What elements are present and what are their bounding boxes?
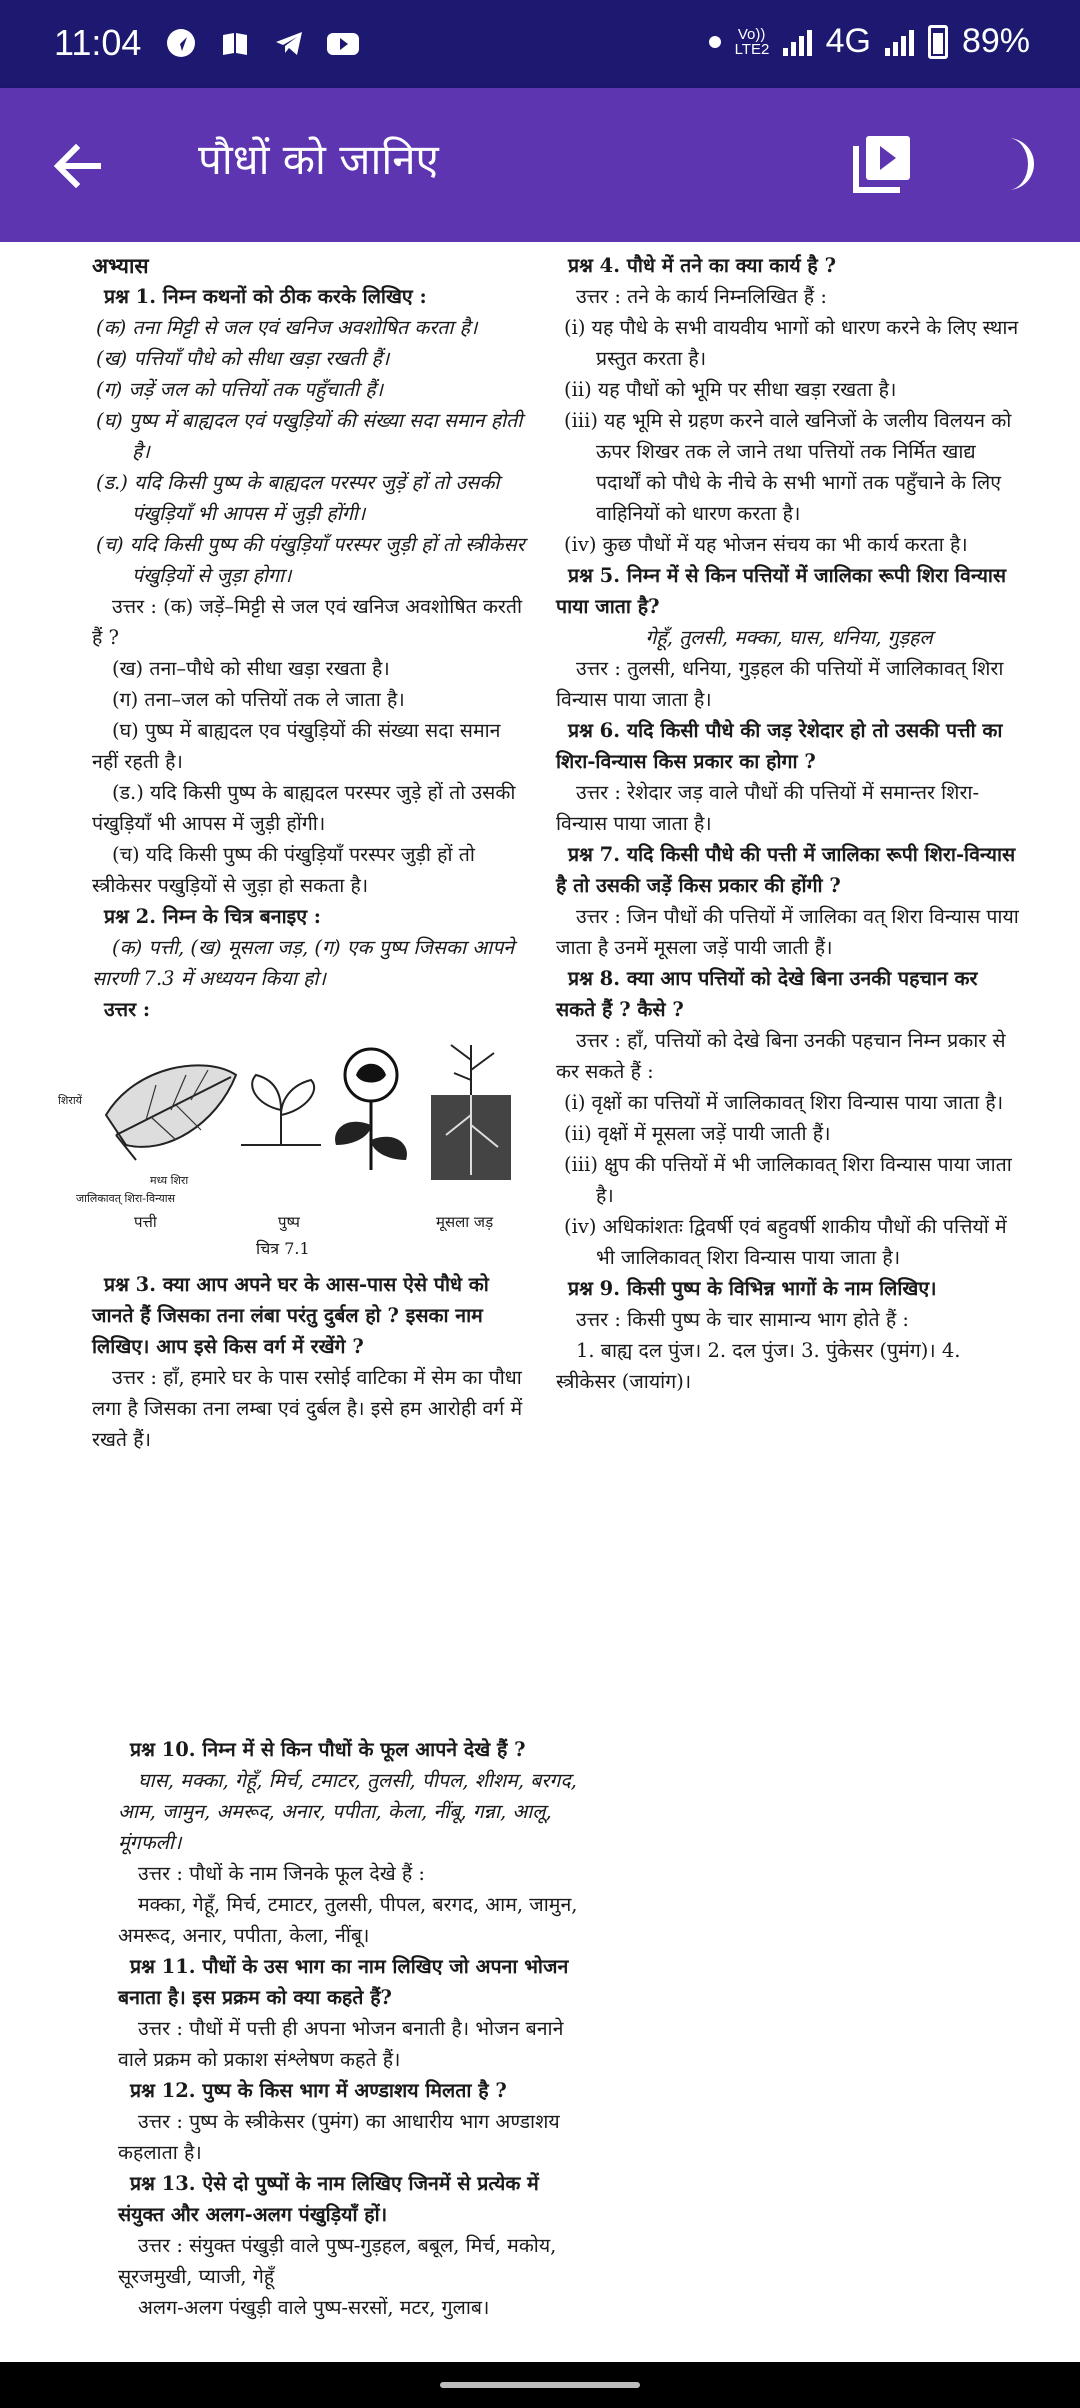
answer-1-item: (ख) तना–पौधे को सीधा खड़ा रखता है। (112, 657, 390, 680)
q1-item: (ड.) यदि किसी पुष्प के बाह्यदल परस्पर जुड़ें हों तो उसकी पंखुड़ियाँ भी आपस में जुड़ी होंगी। (96, 471, 500, 525)
moon-icon (988, 134, 1044, 194)
notification-dot-icon (709, 36, 721, 48)
question-1: प्रश्न 1. निम्न कथनों को ठीक करके लिखिए : (104, 285, 427, 308)
volte-indicator: Vo)) LTE2 (734, 25, 770, 58)
answer-8-intro: उत्तर : हाँ, पत्तियों को देखे बिना उनकी पहचान निम्न प्रकार से कर सकते हैं : (556, 1029, 1006, 1083)
caption-flower: पुष्प (278, 1213, 300, 1231)
answer-7: उत्तर : जिन पौधों की पत्तियों में जालिका वत् शिरा विन्यास पाया जाता है उनमें मूसला जड़ें पायी जाती हैं। (556, 905, 1019, 959)
answer-11: उत्तर : पौधों में पत्ती ही अपना भोजन बनाती है। भोजन बनाने वाले प्रक्रम को प्रकाश संश्लेषण कहते हैं। (118, 2017, 564, 2071)
answer-4-item: (ii) यह पौधों को भूमि पर सीधा खड़ा रखता है। (564, 378, 897, 401)
book-icon (218, 26, 252, 60)
answer-8-item: (iv) अधिकांशतः द्विवर्षी एवं बहुवर्षी शाकीय पौधों की पत्तियों में भी जालिकावत् शिरा विन्यास पाया जाता है। (564, 1215, 1007, 1269)
answer-4-item: (i) यह पौधे के सभी वायवीय भागों को धारण करने के लिए स्थान प्रस्तुत करता है। (564, 316, 1019, 370)
question-13: प्रश्न 13. ऐसे दो पुष्पों के नाम लिखिए जिनमें से प्रत्येक में संयुक्त और अलग-अलग पंखुड़ियाँ हों। (118, 2172, 539, 2226)
answer-5: उत्तर : तुलसी, धनिया, गुड़हल की पत्तियों में जालिकावत् शिरा विन्यास पाया जाता है। (556, 657, 1004, 711)
answer-8-item: (i) वृक्षों का पत्तियों में जालिकावत् शिरा विन्यास पाया जाता है। (564, 1091, 1004, 1114)
youtube-icon (326, 26, 360, 60)
question-9: प्रश्न 9. किसी पुष्प के विभिन्न भागों के नाम लिखिए। (568, 1277, 937, 1300)
answer-4-intro: उत्तर : तने के कार्य निम्नलिखित हैं : (576, 285, 827, 308)
question-6: प्रश्न 6. यदि किसी पौधे की जड़ रेशेदार हो तो उसकी पत्ती का शिरा-विन्यास किस प्रकार का होगा ? (556, 719, 1003, 773)
answer-13-separate: अलग-अलग पंखुड़ी वाले पुष्प-सरसों, मटर, गुलाब। (138, 2296, 490, 2319)
answer-1-item: (च) यदि किसी पुष्प की पंखुड़ियाँ परस्पर जुड़ी हों तो स्त्रीकेसर पखुड़ियों से जुड़ा हो सकता है। (92, 843, 475, 897)
q1-item: (ग) जड़ें जल को पत्तियों तक पहुँचाती हैं। (96, 378, 384, 401)
q1-item: (क) तना मिट्टी से जल एवं खनिज अवशोषित करता है। (96, 316, 478, 339)
status-bar (0, 0, 1080, 88)
home-gesture-handle[interactable] (440, 2382, 640, 2388)
question-10-list: घास, मक्का, गेहूँ, मिर्च, टमाटर, तुलसी, पीपल, शीशम, बरगद, आम, जामुन, अमरूद, अनार, पपीता, केला, नींबू, गन्ना, आलू, मूंगफली। (118, 1769, 577, 1854)
answer-12: उत्तर : पुष्प के स्त्रीकेसर (पुमंग) का आधारीय भाग अण्डाशय कहलाता है। (118, 2110, 560, 2164)
answer-6: उत्तर : रेशेदार जड़ वाले पौधों की पत्तियों में समान्तर शिरा-विन्यास पाया जाता है। (556, 781, 980, 835)
left-column (58, 250, 526, 1455)
caption-taproot: मूसला जड़ (436, 1213, 494, 1231)
textbook-page (0, 242, 1080, 2362)
page-title: पौधों को जानिए (198, 135, 439, 184)
answer-1-item: (ग) तना–जल को पत्तियों तक ले जाता है। (112, 688, 405, 711)
question-4: प्रश्न 4. पौधे में तने का क्या कार्य है ? (568, 254, 836, 277)
question-5: प्रश्न 5. निम्न में से किन पत्तियों में जालिका रूपी शिरा विन्यास पाया जाता है? (556, 564, 1007, 618)
figure-7-1 (58, 1035, 536, 1265)
bottom-column (118, 1734, 578, 2323)
right-column (556, 250, 1022, 1397)
app-bar (0, 88, 1080, 242)
taproot-drawing (426, 1035, 516, 1185)
caption-leaf: पत्ती (134, 1213, 157, 1231)
status-right (709, 22, 1030, 61)
q1-item: (ख) पत्तियाँ पौधे को सीधा खड़ा रखती हैं। (96, 347, 390, 370)
navigation-bar (0, 2362, 1080, 2408)
answer-3: उत्तर : हाँ, हमारे घर के पास रसोई वाटिका में सेम का पौधा लगा है जिसका तना लम्बा एवं दुर्बल है। इसे हम आरोही वर्ग में रखते हैं। (92, 1366, 523, 1451)
q1-item: (च) यदि किसी पुष्प की पंखुड़ियाँ परस्पर जुड़ी हों तो स्त्रीकेसर पंखुड़ियों से जुड़ा होगा। (96, 533, 525, 587)
battery-icon (928, 25, 948, 59)
seedling-drawing (236, 1065, 326, 1155)
arrow-back-icon (48, 138, 108, 194)
answer-10-list: मक्का, गेहूँ, मिर्च, टमाटर, तुलसी, पीपल, बरगद, आम, जामुन, अमरूद, अनार, पपीता, केला, नींबू। (118, 1893, 578, 1947)
question-7: प्रश्न 7. यदि किसी पौधे की पत्ती में जालिका रूपी शिरा-विन्यास है तो उसकी जड़ें किस प्रकार की होंगी ? (556, 843, 1016, 897)
network-type: 4G (825, 22, 871, 60)
q1-item: (घ) पुष्प में बाह्यदल एवं पखुड़ियों की संख्या सदा समान होती है। (96, 409, 523, 463)
question-12: प्रश्न 12. पुष्प के किस भाग में अण्डाशय मिलता है ? (130, 2079, 507, 2102)
question-3: प्रश्न 3. क्या आप अपने घर के आस-पास ऐसे पौधे को जानते हैं जिसका तना लंबा परंतु दुर्बल हो ? इसका नाम लिखिए। आप इसे किस वर्ग में रखेंगे ? (92, 1273, 489, 1358)
answer-1: उत्तर : (क) जड़ें–मिट्टी से जल एवं खनिज अवशोषित करती हैं ? (92, 595, 523, 649)
signal-icon (783, 28, 812, 56)
question-11: प्रश्न 11. पौधों के उस भाग का नाम लिखिए जो अपना भोजन बनाता है। इस प्रक्रम को क्या कहते हैं? (118, 1955, 569, 2009)
status-time: 11:04 (54, 22, 142, 63)
question-2: प्रश्न 2. निम्न के चित्र बनाइए : (104, 905, 321, 928)
battery-level: 89% (961, 22, 1030, 60)
label-madhya-shira: मध्य शिरा (150, 1174, 189, 1187)
question-10: प्रश्न 10. निम्न में से किन पौधों के फूल आपने देखे हैं ? (130, 1738, 526, 1761)
navigation-icon (164, 26, 198, 60)
answer-9-intro: उत्तर : किसी पुष्प के चार सामान्य भाग होते हैं : (576, 1308, 909, 1331)
answer-8-item: (ii) वृक्षों में मूसला जड़ें पायी जाती हैं। (564, 1122, 831, 1145)
answer-10-intro: उत्तर : पौधों के नाम जिनके फूल देखे हैं : (138, 1862, 425, 1885)
video-library-icon (852, 132, 914, 194)
question-8: प्रश्न 8. क्या आप पत्तियों को देखे बिना उनकी पहचान कर सकते हैं ? कैसे ? (556, 967, 978, 1021)
answer-8-item: (iii) क्षुप की पत्तियों में भी जालिकावत् शिरा विन्यास पाया जाता है। (564, 1153, 1012, 1207)
video-library-button[interactable] (852, 132, 914, 194)
label-shirayen: शिरायें (58, 1094, 83, 1107)
back-button[interactable] (48, 138, 108, 194)
answer-2-label: उत्तर : (104, 998, 151, 1021)
dark-mode-button[interactable] (988, 134, 1044, 194)
answer-13-joined: उत्तर : संयुक्त पंखुड़ी वाले पुष्प-गुड़हल, बबूल, मिर्च, मकोय, सूरजमुखी, प्याजी, गेहूँ (118, 2234, 557, 2288)
answer-4-item: (iii) यह भूमि से ग्रहण करने वाले खनिजों के जलीय विलयन को ऊपर शिखर तक ले जाने तथा पत्तियों तक निर्मित खाद्य पदार्थों को पौधे के नीचे के सभी भागों तक पहुँचाने के लिए वाहिनियों को धारण करता है। (564, 409, 1012, 525)
label-jalika: जालिकावत् शिरा-विन्यास (76, 1192, 176, 1205)
signal-icon-2 (885, 28, 914, 56)
leaf-drawing (96, 1055, 246, 1165)
question-5-options: गेहूँ, तुलसी, मक्का, घास, धनिया, गुड़हल (645, 626, 933, 649)
notification-icons (164, 26, 360, 60)
figure-caption: चित्र 7.1 (256, 1239, 310, 1258)
answer-1-item: (ड.) यदि किसी पुष्प के बाह्यदल परस्पर जुड़े हों तो उसकी पंखुड़ियाँ भी आपस में जुड़ी होंगी। (92, 781, 516, 835)
flower-drawing (326, 1045, 416, 1175)
exercise-heading: अभ्यास (92, 253, 149, 278)
answer-1-item: (घ) पुष्प में बाह्यदल एव पंखुड़ियों की संख्या सदा समान नहीं रहती है। (92, 719, 501, 773)
answer-9-parts: 1. बाह्य दल पुंज। 2. दल पुंज। 3. पुंकेसर (पुमंग)। 4. स्त्रीकेसर (जायांग)। (556, 1339, 961, 1393)
telegram-icon (272, 26, 306, 60)
question-2-text: (क) पत्ती, (ख) मूसला जड़, (ग) एक पुष्प जिसका आपने सारणी 7.3 में अध्ययन किया हो। (92, 936, 515, 990)
answer-4-item: (iv) कुछ पौधों में यह भोजन संचय का भी कार्य करता है। (564, 533, 968, 556)
